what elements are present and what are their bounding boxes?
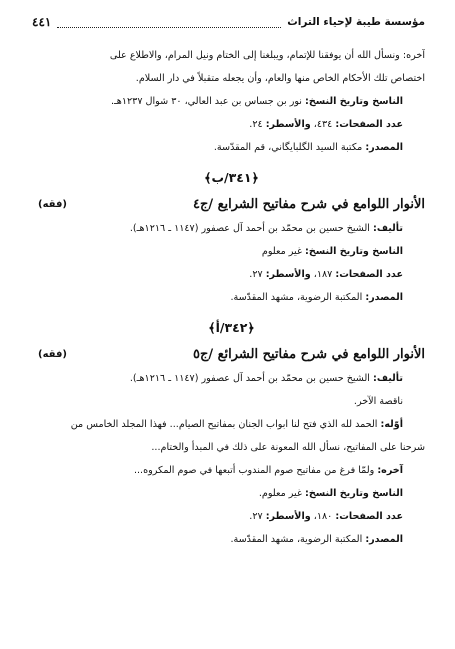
ending-text: ولمّا فرغ من مفاتيح صوم المندوب أتبعها في صوم المكروه... [133, 465, 378, 476]
beginning-line-2: شرحنا على المفاتيح، نسأل الله المعونة على ذلك في المبدأ والختام... [151, 442, 425, 453]
pages-label: عدد الصفحات: [335, 119, 403, 130]
author-label: تأليف: [373, 373, 403, 384]
copyist-label: الناسخ وتاريخ النسخ: [305, 96, 403, 107]
copyist-label: الناسخ وتاريخ النسخ: [305, 488, 403, 499]
lines-value: ٢٤. [249, 119, 266, 130]
header-title: مؤسسة طيبة لإحياء التراث [287, 16, 425, 28]
author-line [38, 217, 425, 240]
author-line [38, 367, 425, 390]
beginning-text: الحمد لله الذي فتح لنا ابواب الجنان بمفاتيح الصيام... فهذا المجلد الخامس من [70, 419, 381, 430]
beginning-label: أوّله: [380, 419, 403, 430]
pages-value: ١٨٠، [310, 511, 336, 522]
beginning-line-1 [38, 413, 425, 436]
copyist-label: الناسخ وتاريخ النسخ: [305, 246, 403, 257]
source-value: المكتبة الرضوية، مشهد المقدّسة. [230, 534, 366, 545]
pages-label: عدد الصفحات: [335, 269, 403, 280]
lines-value: ٢٧. [249, 511, 266, 522]
author-value: الشيخ حسين بن محمّد بن أحمد آل عصفور (١١٤٧ ـ ١٢١٦هـ). [129, 373, 373, 384]
source-value: المكتبة الرضوية، مشهد المقدّسة. [230, 292, 366, 303]
lines-label: والأسطر: [265, 511, 311, 522]
intro-end-line-1: آخره: ونسأل الله أن يوفقنا للإتمام، ويبلغنا إلى الختام ونيل المرام، والاطلاع على [109, 50, 425, 61]
page-count-line [38, 263, 425, 286]
source-label: المصدر: [365, 292, 403, 303]
section-title-row [38, 191, 425, 217]
note-line: ناقصة الآخر. [353, 396, 403, 407]
intro-page-count [38, 113, 425, 136]
ending-label: آخره: [377, 465, 403, 476]
copyist-value: غير معلوم. [258, 488, 306, 499]
source-value: مكتبة السيد الگلبايگاني، قم المقدّسة. [213, 142, 366, 153]
ending-line [38, 459, 425, 482]
source-line [38, 286, 425, 309]
subject-field: (فقه) [38, 348, 67, 360]
manuscript-title: الأنوار اللوامع في شرح مفاتيح الشرايع /ج٤ [192, 196, 425, 212]
pages-value: ١٨٧، [310, 269, 336, 280]
section-title-row [38, 341, 425, 367]
intro-copyist [38, 90, 425, 113]
page-content [38, 44, 425, 551]
author-value: الشيخ حسين بن محمّد بن أحمد آل عصفور (١١٤٧ ـ ١٢١٦هـ). [129, 223, 373, 234]
source-label: المصدر: [365, 142, 403, 153]
source-line [38, 528, 425, 551]
author-label: تأليف: [373, 223, 403, 234]
pages-value: ٤٣٤، [310, 119, 336, 130]
section-number: ﴿٣٤٢/أ﴾ [208, 320, 255, 335]
lines-value: ٢٧. [249, 269, 266, 280]
section-number: ﴿٣٤١/ب﴾ [204, 170, 259, 185]
manuscript-title: الأنوار اللوامع في شرح مفاتيح الشرائع /ج٥ [192, 346, 425, 362]
lines-label: والأسطر: [265, 269, 311, 280]
copyist-line [38, 482, 425, 505]
pages-label: عدد الصفحات: [335, 511, 403, 522]
header-dot-leader [57, 17, 281, 28]
copyist-line [38, 240, 425, 263]
copyist-value: نور بن جساس بن عبد العالي، ٣٠ شوال ١٢٣٧هـ. [110, 96, 306, 107]
page-number: ٤٤١ [32, 15, 52, 29]
copyist-value: غير معلوم [261, 246, 306, 257]
intro-source [38, 136, 425, 159]
subject-field: (فقه) [38, 198, 67, 210]
intro-end-line-2: اختصاص تلك الأحكام الخاص منها والعام، وأن يجعله متقبلاً في دار السلام. [135, 73, 425, 84]
source-label: المصدر: [365, 534, 403, 545]
lines-label: والأسطر: [265, 119, 311, 130]
running-header [32, 12, 425, 32]
page-count-line [38, 505, 425, 528]
